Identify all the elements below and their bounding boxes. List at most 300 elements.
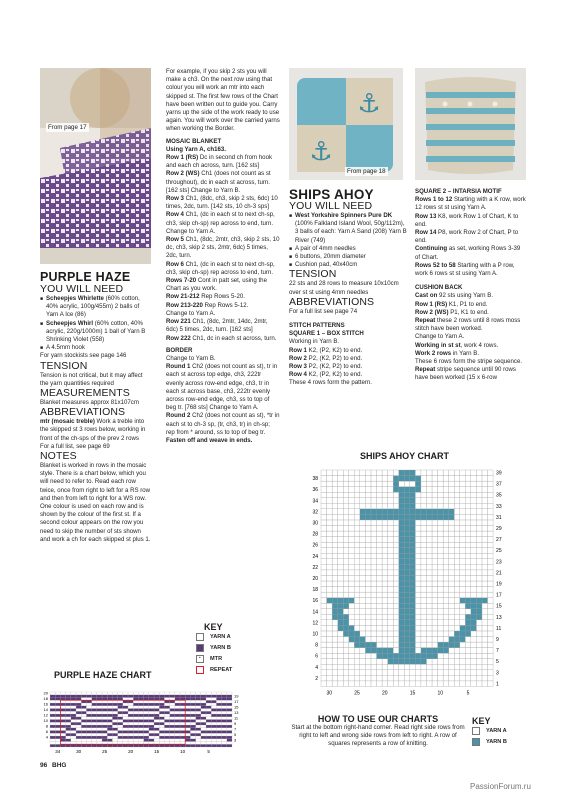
chart-cell — [460, 598, 466, 604]
chart-cell — [164, 698, 169, 701]
chart-cell — [465, 609, 471, 615]
chart-cell — [377, 614, 383, 620]
chart-cell — [97, 731, 102, 734]
chart-cell — [460, 514, 466, 520]
chart-cell — [123, 744, 128, 747]
stitch-patterns-heading: STITCH PATTERNS — [289, 322, 345, 330]
chart-cell — [349, 648, 355, 654]
column-label: 10 — [180, 749, 186, 754]
chart-cell — [349, 559, 355, 565]
chart-cell — [118, 698, 123, 701]
chart-cell — [349, 476, 355, 482]
chart-cell — [190, 725, 195, 728]
chart-cell — [71, 725, 76, 728]
chart-cell — [211, 728, 216, 731]
chart-cell — [112, 722, 117, 725]
chart-cell — [382, 648, 388, 654]
chart-cell — [338, 587, 344, 593]
chart-cell — [170, 733, 175, 736]
chart-cell — [465, 603, 471, 609]
chart-cell — [382, 575, 388, 581]
row-label: 13 — [234, 709, 239, 715]
chart-cell — [227, 714, 232, 717]
chart-cell — [399, 670, 405, 676]
chart-cell — [476, 531, 482, 537]
chart-cell — [97, 717, 102, 720]
chart-cell — [76, 725, 81, 728]
chart-cell — [399, 659, 405, 665]
chart-cell — [432, 631, 438, 637]
chart-cell — [488, 648, 494, 654]
chart-cell — [488, 559, 494, 565]
chart-cell — [449, 559, 455, 565]
chart-cell — [443, 625, 449, 631]
chart-cell — [360, 564, 366, 570]
column-label: 15 — [409, 690, 416, 697]
chart-cell — [332, 681, 338, 687]
chart-cell — [112, 739, 117, 742]
chart-cell — [338, 531, 344, 537]
chart-cell — [388, 631, 394, 637]
chart-cell — [476, 492, 482, 498]
chart-cell — [465, 575, 471, 581]
chart-cell — [185, 711, 190, 714]
chart-cell — [154, 733, 159, 736]
chart-cell — [175, 731, 180, 734]
chart-cell — [92, 731, 97, 734]
chart-cell — [449, 542, 455, 548]
chart-cell — [327, 570, 333, 576]
chart-cell — [404, 681, 410, 687]
chart-cell — [190, 700, 195, 703]
chart-cell — [360, 559, 366, 565]
chart-cell — [149, 725, 154, 728]
chart-cell — [71, 692, 76, 695]
chart-cell — [118, 703, 123, 706]
chart-cell — [97, 695, 102, 698]
row-label: 26 — [312, 542, 318, 549]
chart-cell — [388, 681, 394, 687]
chart-cell — [86, 698, 91, 701]
chart-cell — [206, 695, 211, 698]
chart-cell — [488, 548, 494, 554]
chart-cell — [71, 717, 76, 720]
chart-cell — [185, 695, 190, 698]
chart-cell — [371, 509, 377, 515]
chart-cell — [349, 598, 355, 604]
chart-cell — [180, 736, 185, 739]
chart-cell — [159, 720, 164, 723]
chart-cell — [360, 548, 366, 554]
column-label: 30 — [326, 690, 333, 697]
chart-cell — [206, 744, 211, 747]
photo-caption: From page 18 — [347, 168, 386, 175]
chart-cell — [415, 514, 421, 520]
row-label: 30 — [312, 520, 318, 527]
chart-cell — [343, 670, 349, 676]
chart-cell — [454, 553, 460, 559]
chart-cell — [196, 706, 201, 709]
chart-cell — [81, 700, 86, 703]
chart-cell — [410, 648, 416, 654]
chart-cell — [371, 609, 377, 615]
chart-cell — [432, 509, 438, 515]
chart-cell — [332, 509, 338, 515]
chart-cell — [81, 731, 86, 734]
chart-cell — [399, 570, 405, 576]
chart-cell — [128, 725, 133, 728]
chart-cell — [471, 598, 477, 604]
chart-cell — [123, 728, 128, 731]
chart-cell — [97, 703, 102, 706]
chart-cell — [338, 487, 344, 493]
chart-cell — [123, 700, 128, 703]
chart-cell — [393, 487, 399, 493]
chart-cell — [404, 526, 410, 532]
chart-cell — [349, 564, 355, 570]
chart-cell — [343, 575, 349, 581]
chart-cell — [382, 625, 388, 631]
chart-cell — [404, 509, 410, 515]
chart-cell — [86, 744, 91, 747]
chart-cell — [354, 564, 360, 570]
column-label: 5 — [466, 690, 470, 697]
chart-cell — [123, 695, 128, 698]
chart-cell — [399, 476, 405, 482]
chart-cell — [107, 703, 112, 706]
chart-cell — [196, 720, 201, 723]
chart-cell — [60, 717, 65, 720]
chart-cell — [360, 587, 366, 593]
chart-cell — [432, 503, 438, 509]
chart-cell — [149, 706, 154, 709]
chart-cell — [460, 592, 466, 598]
chart-cell — [154, 714, 159, 717]
chart-cell — [399, 609, 405, 615]
chart-cell — [349, 503, 355, 509]
chart-cell — [421, 592, 427, 598]
chart-cell — [438, 648, 444, 654]
chart-cell — [404, 637, 410, 643]
chart-cell — [138, 736, 143, 739]
key-item: · MTR — [196, 654, 276, 665]
chart-cell — [97, 698, 102, 701]
chart-cell — [415, 648, 421, 654]
chart-cell — [349, 526, 355, 532]
chart-cell — [180, 692, 185, 695]
chart-cell — [102, 692, 107, 695]
chart-cell — [321, 670, 327, 676]
key-swatch — [472, 738, 480, 746]
chart-cell — [399, 581, 405, 587]
chart-cell — [382, 553, 388, 559]
chart-cell — [410, 675, 416, 681]
chart-cell — [338, 648, 344, 654]
chart-cell — [76, 692, 81, 695]
chart-cell — [471, 614, 477, 620]
chart-cell — [180, 733, 185, 736]
chart-cell — [354, 675, 360, 681]
chart-cell — [449, 487, 455, 493]
chart-cell — [404, 631, 410, 637]
chart-cell — [415, 509, 421, 515]
chart-cell — [332, 553, 338, 559]
chart-cell — [404, 653, 410, 659]
row-label: 31 — [496, 514, 502, 521]
chart-cell — [443, 598, 449, 604]
chart-cell — [327, 526, 333, 532]
chart-cell — [382, 614, 388, 620]
chart-cell — [476, 620, 482, 626]
chart-cell — [399, 514, 405, 520]
chart-cell — [227, 722, 232, 725]
chart-cell — [454, 559, 460, 565]
instruction-row: ■ Scheepjes Whirl (60% cotton, 40% acrylic, 220g/1000m) 1 ball of Yarn B Shrinking Violet (558) — [40, 320, 152, 345]
chart-cell — [426, 609, 432, 615]
chart-cell — [327, 598, 333, 604]
chart-cell — [170, 736, 175, 739]
chart-cell — [86, 717, 91, 720]
chart-cell — [159, 725, 164, 728]
chart-cell — [426, 581, 432, 587]
chart-cell — [365, 575, 371, 581]
chart-cell — [180, 714, 185, 717]
chart-cell — [175, 744, 180, 747]
chart-cell — [476, 487, 482, 493]
chart-cell — [185, 692, 190, 695]
chart-cell — [71, 731, 76, 734]
chart-cell — [343, 470, 349, 476]
chart-cell — [138, 739, 143, 742]
chart-cell — [449, 509, 455, 515]
chart-cell — [465, 592, 471, 598]
chart-cell — [438, 581, 444, 587]
chart-cell — [128, 709, 133, 712]
chart-cell — [354, 575, 360, 581]
chart-cell — [388, 509, 394, 515]
chart-cell — [97, 736, 102, 739]
chart-cell — [216, 731, 221, 734]
chart-cell — [482, 476, 488, 482]
chart-cell — [399, 553, 405, 559]
chart-cell — [107, 744, 112, 747]
chart-cell — [460, 553, 466, 559]
chart-cell — [438, 620, 444, 626]
chart-cell — [97, 706, 102, 709]
chart-cell — [415, 575, 421, 581]
row-label: 33 — [496, 503, 502, 510]
chart-cell — [123, 709, 128, 712]
chart-cell — [421, 537, 427, 543]
chart-cell — [471, 481, 477, 487]
chart-cell — [321, 492, 327, 498]
chart-cell — [410, 631, 416, 637]
chart-cell — [185, 714, 190, 717]
chart-cell — [432, 664, 438, 670]
chart-cell — [438, 664, 444, 670]
chart-cell — [460, 631, 466, 637]
chart-cell — [404, 542, 410, 548]
chart-cell — [365, 631, 371, 637]
chart-cell — [377, 603, 383, 609]
chart-cell — [471, 548, 477, 554]
chart-cell — [377, 675, 383, 681]
chart-cell — [50, 722, 55, 725]
chart-cell — [488, 575, 494, 581]
ships-ahoy-chart-title: SHIPS AHOY CHART — [360, 451, 450, 461]
chart-cell — [482, 487, 488, 493]
chart-cell — [164, 736, 169, 739]
chart-cell — [321, 587, 327, 593]
chart-cell — [388, 675, 394, 681]
chart-cell — [482, 625, 488, 631]
chart-cell — [482, 548, 488, 554]
row-label: 11 — [496, 625, 502, 632]
chart-cell — [112, 703, 117, 706]
chart-cell — [460, 620, 466, 626]
chart-cell — [476, 670, 482, 676]
chart-cell — [201, 736, 206, 739]
chart-cell — [421, 575, 427, 581]
chart-cell — [354, 670, 360, 676]
chart-cell — [201, 717, 206, 720]
chart-cell — [222, 742, 227, 745]
chart-cell — [426, 498, 432, 504]
chart-cell — [149, 717, 154, 720]
chart-cell — [216, 739, 221, 742]
chart-cell — [133, 720, 138, 723]
chart-cell — [371, 620, 377, 626]
chart-cell — [388, 625, 394, 631]
chart-cell — [488, 603, 494, 609]
chart-cell — [164, 744, 169, 747]
chart-cell — [50, 714, 55, 717]
row-label: 15 — [234, 704, 239, 710]
chart-cell — [227, 709, 232, 712]
chart-cell — [476, 526, 482, 532]
mosaic-blanket-heading: MOSAIC BLANKET — [166, 137, 222, 145]
chart-cell — [327, 564, 333, 570]
chart-cell — [421, 620, 427, 626]
chart-cell — [118, 731, 123, 734]
cushion-back-heading: CUSHION BACK — [415, 284, 463, 292]
striped-cushion-illustration — [415, 68, 526, 180]
row-label: 27 — [496, 537, 502, 544]
chart-cell — [222, 692, 227, 695]
chart-cell — [190, 711, 195, 714]
chart-cell — [211, 720, 216, 723]
chart-cell — [201, 706, 206, 709]
chart-cell — [321, 614, 327, 620]
chart-cell — [343, 531, 349, 537]
chart-cell — [164, 722, 169, 725]
chart-cell — [476, 592, 482, 598]
chart-cell — [371, 492, 377, 498]
chart-cell — [180, 695, 185, 698]
chart-cell — [488, 642, 494, 648]
chart-cell — [482, 503, 488, 509]
chart-cell — [154, 695, 159, 698]
chart-cell — [488, 637, 494, 643]
chart-cell — [404, 581, 410, 587]
chart-cell — [421, 531, 427, 537]
chart-cell — [138, 698, 143, 701]
chart-cell — [476, 598, 482, 604]
chart-cell — [399, 587, 405, 593]
chart-cell — [393, 481, 399, 487]
chart-cell — [211, 692, 216, 695]
chart-cell — [488, 498, 494, 504]
chart-cell — [410, 492, 416, 498]
chart-cell — [365, 581, 371, 587]
chart-cell — [382, 526, 388, 532]
chart-cell — [343, 625, 349, 631]
instruction-row: Row 4 K2, (P2, K2) to end. — [289, 371, 363, 379]
chart-cell — [138, 700, 143, 703]
key-title: KEY — [472, 716, 491, 726]
chart-cell — [76, 744, 81, 747]
chart-cell — [175, 720, 180, 723]
chart-cell — [60, 700, 65, 703]
chart-cell — [170, 709, 175, 712]
chart-cell — [71, 700, 76, 703]
chart-cell — [393, 514, 399, 520]
chart-cell — [180, 739, 185, 742]
instruction-row: Rows 1 to 12 Starting with a K row, work 12 rows st st using Yarn A. — [415, 196, 526, 212]
chart-cell — [471, 570, 477, 576]
chart-cell — [365, 559, 371, 565]
row-label: 1 — [496, 681, 499, 688]
chart-cell — [55, 714, 60, 717]
chart-cell — [471, 670, 477, 676]
chart-cell — [327, 514, 333, 520]
chart-cell — [465, 548, 471, 554]
chart-cell — [388, 481, 394, 487]
chart-cell — [354, 470, 360, 476]
key-item: REPEAT — [196, 665, 276, 676]
chart-cell — [399, 598, 405, 604]
row-label: 12 — [312, 620, 318, 627]
chart-cell — [321, 598, 327, 604]
chart-cell — [102, 720, 107, 723]
chart-cell — [426, 637, 432, 643]
chart-cell — [393, 492, 399, 498]
chart-cell — [465, 598, 471, 604]
chart-cell — [123, 736, 128, 739]
chart-cell — [382, 470, 388, 476]
chart-cell — [349, 681, 355, 687]
chart-cell — [159, 717, 164, 720]
square-2-column — [415, 188, 527, 383]
chart-cell — [432, 592, 438, 598]
chart-cell — [216, 703, 221, 706]
chart-cell — [426, 570, 432, 576]
chart-cell — [159, 703, 164, 706]
chart-cell — [421, 526, 427, 532]
chart-cell — [138, 742, 143, 745]
chart-cell — [332, 520, 338, 526]
chart-cell — [112, 728, 117, 731]
chart-cell — [92, 709, 97, 712]
chart-cell — [349, 509, 355, 515]
chart-cell — [190, 728, 195, 731]
chart-cell — [107, 722, 112, 725]
chart-cell — [332, 503, 338, 509]
chart-cell — [360, 520, 366, 526]
chart-cell — [365, 681, 371, 687]
chart-cell — [332, 631, 338, 637]
chart-cell — [159, 692, 164, 695]
